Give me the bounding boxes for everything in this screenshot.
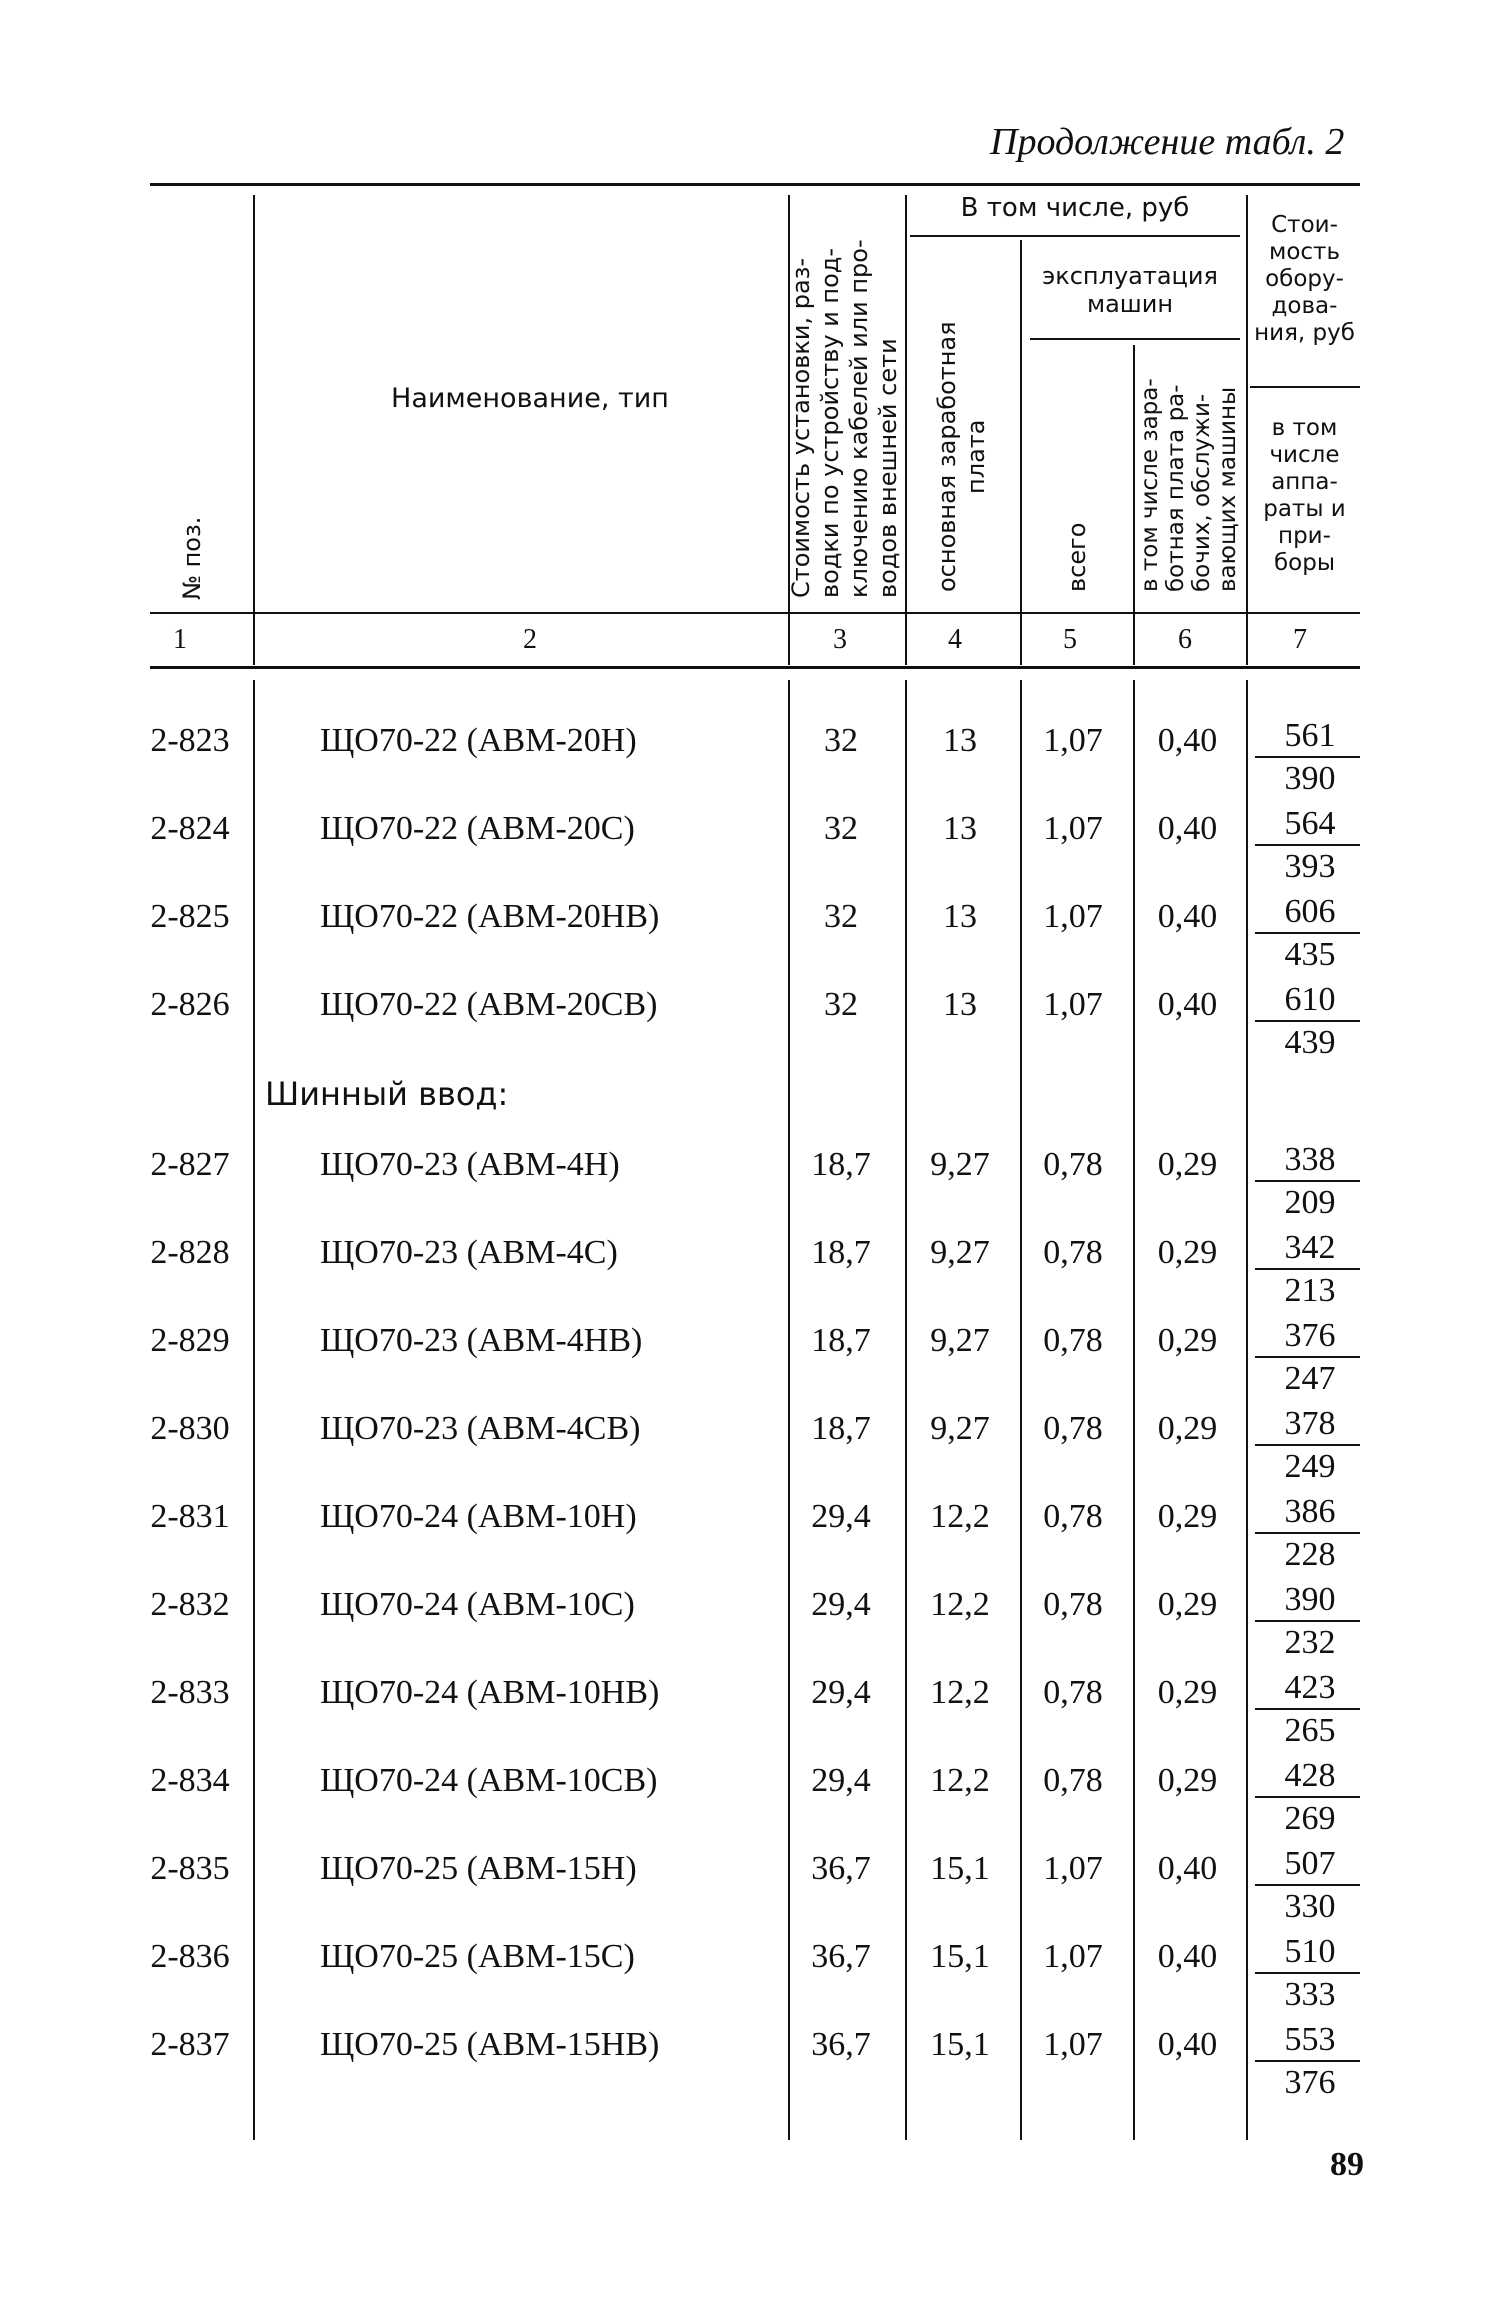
cell-name: ЩО70-24 (АВМ-10СВ) (320, 1762, 658, 1799)
header-pos: № поз. (178, 516, 206, 600)
cell-machine-wage: 0,29 (1157, 1674, 1218, 1711)
fraction-line (1255, 844, 1360, 846)
cell-install-cost: 32 (824, 986, 858, 1023)
cell-name: ЩО70-23 (АВМ-4С) (320, 1234, 618, 1271)
cell-apparatus-cost: 209 (1284, 1184, 1336, 1221)
fraction-line (1255, 1356, 1360, 1358)
cell-name: ЩО70-25 (АВМ-15Н) (320, 1850, 637, 1887)
cell-machine-wage: 0,29 (1157, 1586, 1218, 1623)
header-divider-1 (253, 195, 255, 665)
cell-install-cost: 18,7 (811, 1322, 871, 1359)
cell-machine-total: 1,07 (1043, 1938, 1103, 1975)
cell-apparatus-cost: 265 (1284, 1712, 1336, 1749)
cell-machine-wage: 0,40 (1157, 898, 1218, 935)
cell-base-wage: 9,27 (930, 1146, 990, 1183)
cell-base-wage: 12,2 (930, 1762, 990, 1799)
cell-base-wage: 9,27 (930, 1410, 990, 1447)
cell-machine-total: 1,07 (1043, 2026, 1103, 2063)
header-install-cost-line-3: ключению кабелей или про- (845, 239, 873, 598)
fraction-line (1255, 1620, 1360, 1622)
cell-name: ЩО70-22 (АВМ-20СВ) (320, 986, 658, 1023)
cell-install-cost: 29,4 (811, 1674, 871, 1711)
header-top-rule (150, 183, 1360, 186)
header-name: Наименование, тип (391, 383, 669, 414)
cell-machine-wage: 0,40 (1157, 2026, 1218, 2063)
colnum-4: 4 (948, 624, 962, 655)
fraction-line (1255, 1020, 1360, 1022)
cell-machine-wage: 0,29 (1157, 1498, 1218, 1535)
cell-apparatus-cost: 439 (1284, 1024, 1336, 1061)
body-divider-6 (1246, 680, 1248, 2140)
cell-name: ЩО70-25 (АВМ-15С) (320, 1938, 635, 1975)
cell-machine-total: 1,07 (1043, 722, 1103, 759)
header-base-wage (933, 321, 991, 592)
cell-base-wage: 12,2 (930, 1498, 990, 1535)
header-incl-rub: В том числе, руб (960, 193, 1190, 223)
cell-install-cost: 29,4 (811, 1586, 871, 1623)
cell-pos: 2-825 (150, 898, 230, 935)
header-divider-3 (905, 195, 907, 665)
cell-machine-total: 0,78 (1043, 1586, 1103, 1623)
cell-machine-wage: 0,29 (1157, 1410, 1218, 1447)
cell-machine-total: 1,07 (1043, 898, 1103, 935)
cell-equip-cost: 338 (1284, 1141, 1336, 1178)
cell-equip-cost: 606 (1284, 893, 1336, 930)
cell-machine-total: 0,78 (1043, 1762, 1103, 1799)
cell-apparatus-cost: 213 (1284, 1272, 1336, 1309)
cell-machine-wage: 0,40 (1157, 1938, 1218, 1975)
colnum-3: 3 (833, 624, 847, 655)
fraction-line (1255, 932, 1360, 934)
cell-machine-total: 0,78 (1043, 1410, 1103, 1447)
header-install-cost-line-1: Стоимость установки, раз- (787, 257, 815, 598)
fraction-line (1255, 1180, 1360, 1182)
cell-pos: 2-835 (150, 1850, 230, 1887)
cell-equip-cost: 510 (1284, 1933, 1336, 1970)
cell-apparatus-cost: 390 (1284, 760, 1336, 797)
cell-install-cost: 29,4 (811, 1498, 871, 1535)
cell-machine-wage: 0,40 (1157, 986, 1218, 1023)
fraction-line (1255, 1532, 1360, 1534)
colnum-7: 7 (1293, 624, 1307, 655)
cell-equip-cost: 342 (1284, 1229, 1336, 1266)
cell-equip-cost: 553 (1284, 2021, 1336, 2058)
header-install-cost-line-4: водов внешней сети (874, 338, 902, 598)
cell-base-wage: 12,2 (930, 1586, 990, 1623)
cell-base-wage: 15,1 (930, 1850, 990, 1887)
cell-machine-total: 0,78 (1043, 1146, 1103, 1183)
colnum-6: 6 (1178, 624, 1192, 655)
cell-machine-wage: 0,29 (1157, 1146, 1218, 1183)
cell-install-cost: 36,7 (811, 1938, 871, 1975)
header-base-wage-line-2: плата (962, 419, 990, 494)
cell-equip-cost: 428 (1284, 1757, 1336, 1794)
header-incl-wage-line-4: вающих машины (1215, 386, 1241, 592)
header-machine-op: эксплуатация машин (1042, 262, 1218, 318)
cell-machine-total: 1,07 (1043, 986, 1103, 1023)
cell-machine-wage: 0,40 (1157, 722, 1218, 759)
cell-name: ЩО70-22 (АВМ-20НВ) (320, 898, 660, 935)
cell-name: ЩО70-23 (АВМ-4Н) (320, 1146, 620, 1183)
header-total: всего (1063, 522, 1091, 592)
cell-apparatus-cost: 333 (1284, 1976, 1336, 2013)
header-base-wage-line-1: основная заработная (933, 321, 961, 592)
fraction-line (1255, 1708, 1360, 1710)
cell-name: ЩО70-23 (АВМ-4НВ) (320, 1322, 643, 1359)
table-continuation-title: Продолжение табл. 2 (990, 121, 1345, 163)
cell-machine-total: 0,78 (1043, 1674, 1103, 1711)
cell-pos: 2-823 (150, 722, 230, 759)
header-incl-wage-line-1: в том числе зара- (1137, 378, 1163, 592)
header-colnum-rule (150, 612, 1360, 614)
colnum-2: 2 (523, 624, 537, 655)
cell-machine-total: 0,78 (1043, 1234, 1103, 1271)
cell-base-wage: 15,1 (930, 2026, 990, 2063)
cell-pos: 2-829 (150, 1322, 230, 1359)
colnum-5: 5 (1063, 624, 1077, 655)
fraction-line (1255, 1884, 1360, 1886)
header-install-cost (787, 239, 903, 598)
cell-install-cost: 32 (824, 722, 858, 759)
incl-rub-rule (910, 235, 1240, 237)
cell-apparatus-cost: 247 (1284, 1360, 1336, 1397)
cell-install-cost: 18,7 (811, 1146, 871, 1183)
cell-name: ЩО70-23 (АВМ-4СВ) (320, 1410, 641, 1447)
cell-apparatus-cost: 249 (1284, 1448, 1336, 1485)
fraction-line (1255, 1972, 1360, 1974)
cell-name: ЩО70-24 (АВМ-10Н) (320, 1498, 637, 1535)
fraction-line (1255, 756, 1360, 758)
cell-pos: 2-828 (150, 1234, 230, 1271)
cell-pos: 2-832 (150, 1586, 230, 1623)
cell-install-cost: 32 (824, 810, 858, 847)
cell-pos: 2-830 (150, 1410, 230, 1447)
cell-install-cost: 18,7 (811, 1410, 871, 1447)
cell-equip-cost: 376 (1284, 1317, 1336, 1354)
cell-name: ЩО70-22 (АВМ-20С) (320, 810, 635, 847)
cell-equip-cost: 390 (1284, 1581, 1336, 1618)
cell-apparatus-cost: 232 (1284, 1624, 1336, 1661)
cell-machine-wage: 0,29 (1157, 1322, 1218, 1359)
colnum-1: 1 (173, 624, 187, 655)
cell-equip-cost: 507 (1284, 1845, 1336, 1882)
cell-equip-cost: 386 (1284, 1493, 1336, 1530)
header-incl-wage-line-2: ботная плата ра- (1163, 384, 1189, 592)
cell-name: ЩО70-22 (АВМ-20Н) (320, 722, 637, 759)
cell-base-wage: 15,1 (930, 1938, 990, 1975)
fraction-line (1255, 1444, 1360, 1446)
cell-base-wage: 12,2 (930, 1674, 990, 1711)
cell-pos: 2-831 (150, 1498, 230, 1535)
cell-base-wage: 13 (943, 810, 977, 847)
cell-machine-wage: 0,29 (1157, 1762, 1218, 1799)
header-install-cost-line-2: водки по устройству и под- (816, 247, 844, 598)
cell-pos: 2-833 (150, 1674, 230, 1711)
cell-name: ЩО70-24 (АВМ-10С) (320, 1586, 635, 1623)
header-incl-apparatus: в том числе аппа- раты и при- боры (1263, 415, 1346, 576)
cell-install-cost: 36,7 (811, 2026, 871, 2063)
page-number: 89 (1330, 2146, 1364, 2183)
cell-base-wage: 9,27 (930, 1234, 990, 1271)
header-bottom-rule (150, 666, 1360, 669)
cell-apparatus-cost: 330 (1284, 1888, 1336, 1925)
cell-apparatus-cost: 376 (1284, 2064, 1336, 2101)
section-label-busbar-input: Шинный ввод: (265, 1075, 509, 1113)
cell-pos: 2-837 (150, 2026, 230, 2063)
cell-pos: 2-836 (150, 1938, 230, 1975)
header-incl-wage (1137, 378, 1241, 592)
header-divider-4 (1020, 240, 1022, 665)
header-divider-6 (1246, 195, 1248, 665)
cell-base-wage: 13 (943, 898, 977, 935)
cell-name: ЩО70-25 (АВМ-15НВ) (320, 2026, 660, 2063)
header-equip-cost: Стои- мость обору- дова- ния, руб (1254, 212, 1355, 346)
body-divider-1 (253, 680, 255, 2140)
cell-machine-total: 1,07 (1043, 810, 1103, 847)
cell-pos: 2-834 (150, 1762, 230, 1799)
cell-pos: 2-826 (150, 986, 230, 1023)
cell-machine-total: 0,78 (1043, 1322, 1103, 1359)
cell-apparatus-cost: 435 (1284, 936, 1336, 973)
header-divider-5 (1133, 345, 1135, 665)
cell-machine-wage: 0,40 (1157, 810, 1218, 847)
cell-equip-cost: 564 (1284, 805, 1336, 842)
equip-cost-rule (1250, 386, 1360, 388)
cell-name: ЩО70-24 (АВМ-10НВ) (320, 1674, 660, 1711)
cell-machine-total: 1,07 (1043, 1850, 1103, 1887)
cell-pos: 2-824 (150, 810, 230, 847)
fraction-line (1255, 1796, 1360, 1798)
machine-op-rule (1030, 338, 1240, 340)
cell-machine-wage: 0,40 (1157, 1850, 1218, 1887)
cell-equip-cost: 561 (1284, 717, 1336, 754)
cell-install-cost: 32 (824, 898, 858, 935)
cell-base-wage: 13 (943, 722, 977, 759)
cell-machine-total: 0,78 (1043, 1498, 1103, 1535)
cell-install-cost: 36,7 (811, 1850, 871, 1887)
cell-install-cost: 18,7 (811, 1234, 871, 1271)
cell-base-wage: 13 (943, 986, 977, 1023)
cell-install-cost: 29,4 (811, 1762, 871, 1799)
cell-equip-cost: 610 (1284, 981, 1336, 1018)
cell-pos: 2-827 (150, 1146, 230, 1183)
cell-base-wage: 9,27 (930, 1322, 990, 1359)
cell-apparatus-cost: 393 (1284, 848, 1336, 885)
header-incl-wage-line-3: бочих, обслужи- (1189, 393, 1215, 592)
cell-apparatus-cost: 269 (1284, 1800, 1336, 1837)
cell-apparatus-cost: 228 (1284, 1536, 1336, 1573)
cell-equip-cost: 378 (1284, 1405, 1336, 1442)
fraction-line (1255, 2060, 1360, 2062)
cell-equip-cost: 423 (1284, 1669, 1336, 1706)
cell-machine-wage: 0,29 (1157, 1234, 1218, 1271)
fraction-line (1255, 1268, 1360, 1270)
